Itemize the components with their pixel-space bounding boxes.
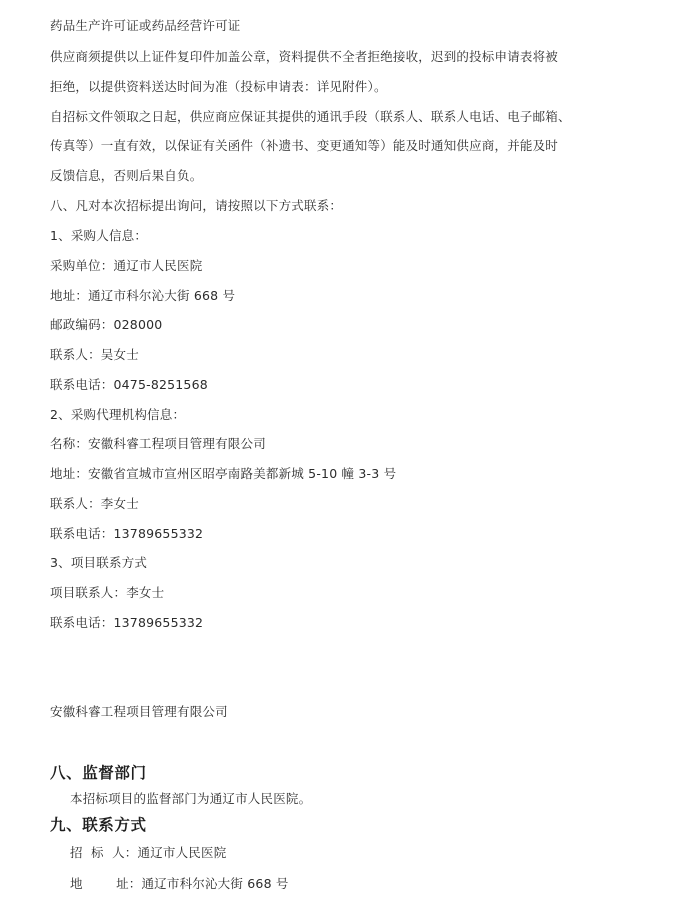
license-requirement-line: 药品生产许可证或药品经营许可证 bbox=[50, 18, 241, 33]
project-contact-phone: 联系电话：13789655332 bbox=[50, 615, 204, 630]
purchaser-address: 地址：通辽市科尔沁大街 668 号 bbox=[50, 288, 236, 303]
supervision-body: 本招标项目的监督部门为通辽市人民医院。 bbox=[70, 791, 312, 806]
agency-name: 名称：安徽科睿工程项目管理有限公司 bbox=[50, 436, 266, 451]
section-9-heading: 九、联系方式 bbox=[50, 816, 147, 834]
purchaser-phone: 联系电话：0475-8251568 bbox=[50, 377, 208, 392]
agency-address: 地址：安徽省宣城市宣州区昭亭南路美都新城 5-10 幢 3-3 号 bbox=[50, 466, 397, 481]
tenderer-line: 招 标 人：通辽市人民医院 bbox=[70, 845, 227, 860]
purchaser-postcode: 邮政编码：028000 bbox=[50, 317, 163, 332]
document-copy-requirement-line: 供应商须提供以上证件复印件加盖公章，资料提供不全者拒绝接收，迟到的投标申请表将被 bbox=[50, 49, 559, 64]
section-8-heading: 八、监督部门 bbox=[50, 764, 147, 782]
agency-contact-person: 联系人：李女士 bbox=[50, 496, 139, 511]
inquiry-contact-heading: 八、凡对本次招标提出询问，请按照以下方式联系： bbox=[50, 198, 343, 213]
rejection-rule-line: 拒绝，以提供资料送达时间为准（投标申请表：详见附件）。 bbox=[50, 79, 387, 94]
purchaser-info-heading: 1、采购人信息： bbox=[50, 228, 148, 243]
contact-validity-line-2: 传真等）一直有效，以保证有关函件（补遗书、变更通知等）能及时通知供应商，并能及时 bbox=[50, 138, 559, 153]
project-contact-person: 项目联系人：李女士 bbox=[50, 585, 165, 600]
agency-phone: 联系电话：13789655332 bbox=[50, 526, 204, 541]
project-contact-heading: 3、项目联系方式 bbox=[50, 555, 148, 570]
tenderer-address-line: 地 址：通辽市科尔沁大街 668 号 bbox=[70, 876, 289, 891]
agency-info-heading: 2、采购代理机构信息： bbox=[50, 407, 186, 422]
purchaser-contact-person: 联系人：吴女士 bbox=[50, 347, 139, 362]
issuer-signature: 安徽科睿工程项目管理有限公司 bbox=[50, 704, 228, 719]
purchaser-name: 采购单位：通辽市人民医院 bbox=[50, 258, 203, 273]
contact-validity-line-1: 自招标文件领取之日起，供应商应保证其提供的通讯手段（联系人、联系人电话、电子邮箱、 bbox=[50, 109, 571, 124]
contact-validity-line-3: 反馈信息，否则后果自负。 bbox=[50, 168, 203, 183]
